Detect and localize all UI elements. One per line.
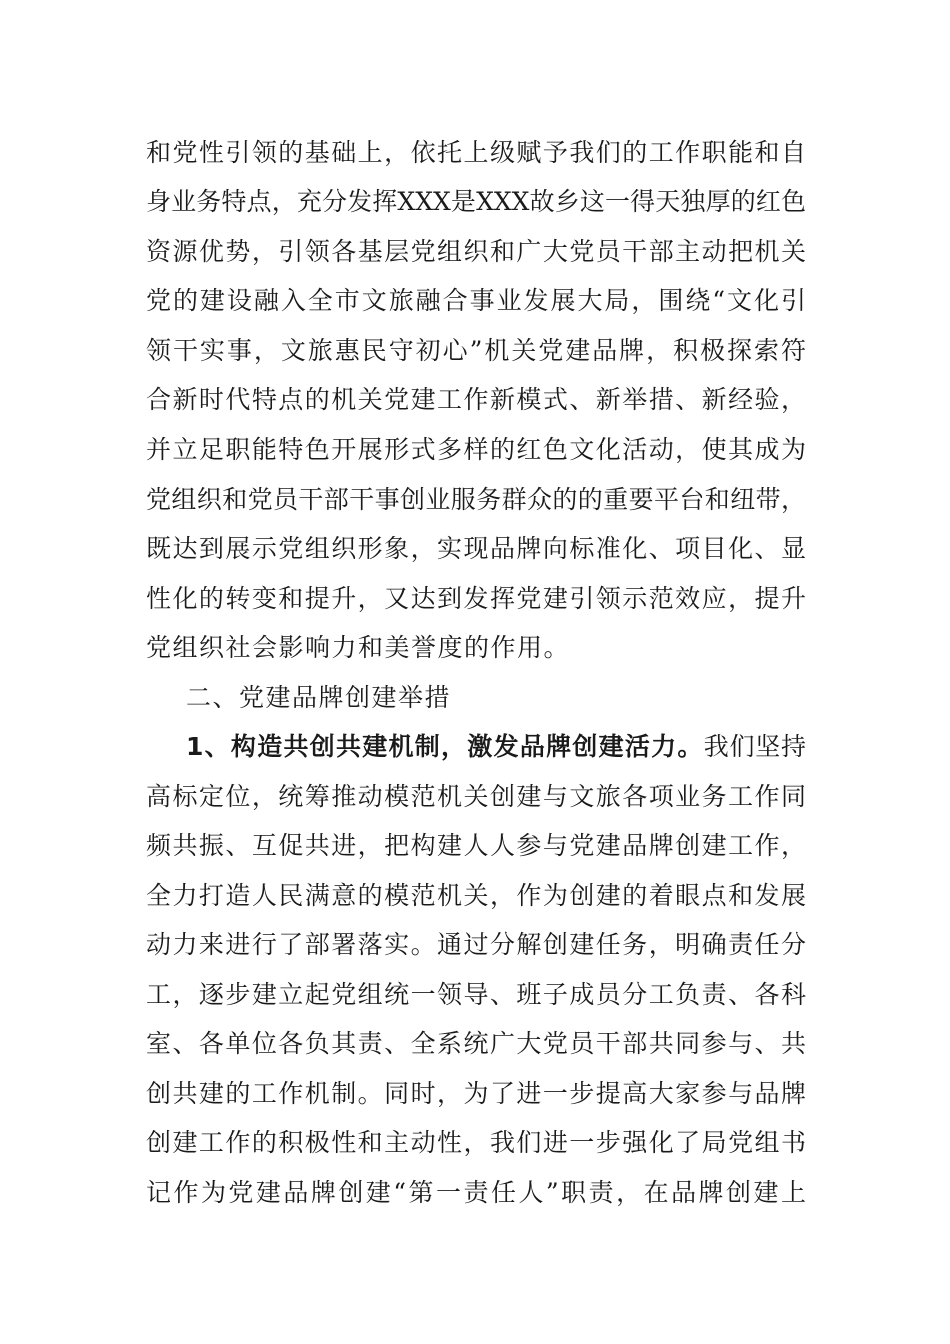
paragraph-line: 党组织和党员干部干事创业服务群众的的重要平台和纽带，: [146, 485, 806, 514]
paragraph-line: 全力打造人民满意的模范机关，作为创建的着眼点和发展: [146, 881, 806, 910]
paragraph-line: 和党性引领的基础上，依托上级赋予我们的工作职能和自: [146, 138, 806, 167]
paragraph-line: 室、各单位各负其责、全系统广大党员干部共同参与、共: [146, 1029, 806, 1058]
paragraph-line: 工，逐步建立起党组统一领导、班子成员分工负责、各科: [146, 980, 806, 1009]
paragraph-line: 创建工作的积极性和主动性，我们进一步强化了局党组书: [146, 1128, 806, 1157]
paragraph-line: 党的建设融入全市文旅融合事业发展大局，围绕“文化引: [146, 286, 806, 315]
paragraph-line: 合新时代特点的机关党建工作新模式、新举措、新经验，: [146, 385, 806, 414]
paragraph-line: 记作为党建品牌创建“第一责任人”职责，在品牌创建上: [146, 1178, 806, 1207]
paragraph-line: 性化的转变和提升，又达到发挥党建引领示范效应，提升: [146, 584, 806, 613]
paragraph-line: 并立足职能特色开展形式多样的红色文化活动，使其成为: [146, 435, 806, 464]
paragraph-line: 频共振、互促共进，把构建人人参与党建品牌创建工作，: [146, 831, 806, 860]
paragraph-line: 高标定位，统筹推动模范机关创建与文旅各项业务工作同: [146, 782, 806, 811]
paragraph-line: 既达到展示党组织形象，实现品牌向标准化、项目化、显: [146, 534, 806, 563]
paragraph-line: 领干实事，文旅惠民守初心”机关党建品牌，积极探索符: [146, 336, 806, 365]
paragraph-line: 身业务特点，充分发挥XXX是XXX故乡这一得天独厚的红色: [146, 187, 806, 216]
paragraph-lead-line: [186, 727, 806, 767]
paragraph-line: 创共建的工作机制。同时，为了进一步提高大家参与品牌: [146, 1079, 806, 1108]
subheading-bold: 1、构造共创共建机制，激发品牌创建活力。: [186, 732, 704, 761]
paragraph-line: 党组织社会影响力和美誉度的作用。: [146, 633, 571, 662]
section-heading: 二、党建品牌创建举措: [186, 683, 452, 712]
paragraph-line: 动力来进行了部署落实。通过分解创建任务，明确责任分: [146, 930, 806, 959]
paragraph-line: 资源优势，引领各基层党组织和广大党员干部主动把机关: [146, 237, 806, 266]
paragraph-lead-rest: 我们坚持: [703, 732, 806, 761]
